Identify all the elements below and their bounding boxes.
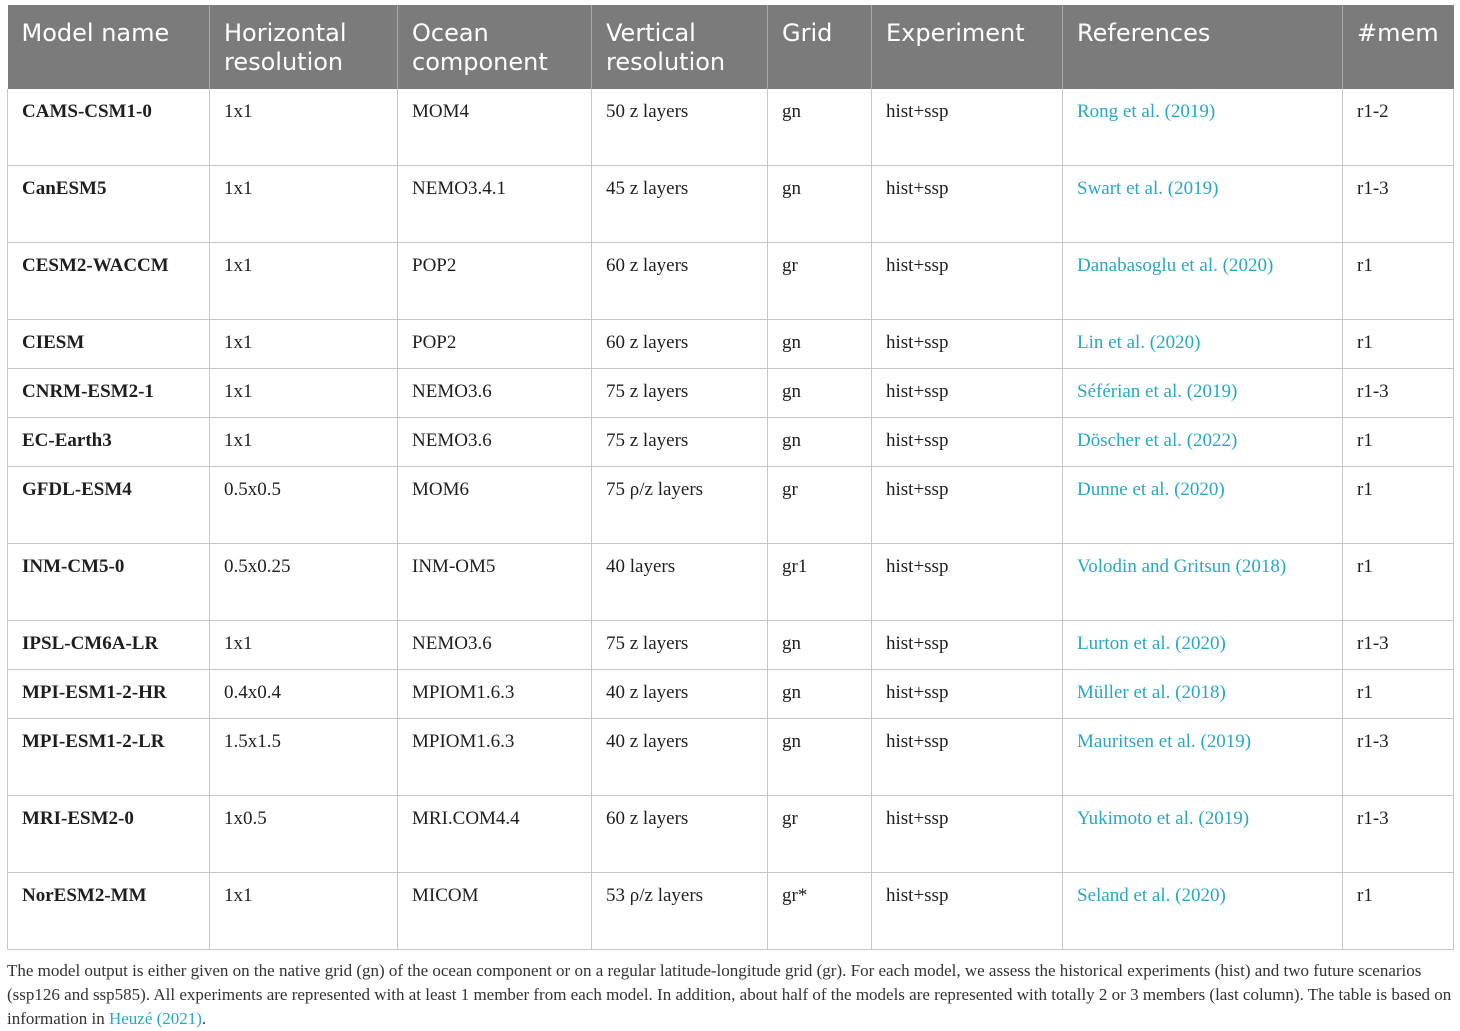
table-footnote xyxy=(7,959,1453,1031)
model-name-cell: GFDL-ESM4 xyxy=(8,467,210,544)
grid-cell: gn xyxy=(768,89,872,166)
header-row xyxy=(8,5,1454,89)
footnote-end: . xyxy=(201,1009,207,1028)
footnote-text: The model output is either given on the native grid (gn) of the ocean component or on a regular latitude-longitude grid (gr). For each model, we assess the historical experiments (hist) and two future scenarios (ssp126 and ssp585). All experiments are represented with at least 1 member from each model. In addition, about half of the models are represented with totally 2 or 3 members (last column). The table is based on information in xyxy=(7,961,1452,1028)
reference-link[interactable]: Lin et al. (2020) xyxy=(1063,320,1343,369)
members-cell: r1 xyxy=(1343,670,1454,719)
ocean-component-cell: NEMO3.4.1 xyxy=(398,166,592,243)
members-cell: r1 xyxy=(1343,467,1454,544)
table-row xyxy=(8,89,1454,166)
reference-link[interactable]: Rong et al. (2019) xyxy=(1063,89,1343,166)
grid-cell: gn xyxy=(768,621,872,670)
footnote-citation-link[interactable]: Heuzé (2021) xyxy=(108,1009,202,1028)
grid-cell: gr1 xyxy=(768,544,872,621)
grid-cell: gr* xyxy=(768,873,872,950)
table-container xyxy=(7,5,1453,950)
vertical-resolution-cell: 75 z layers xyxy=(592,369,768,418)
header-members: #mem xyxy=(1343,5,1454,89)
members-cell: r1 xyxy=(1343,873,1454,950)
members-cell: r1 xyxy=(1343,418,1454,467)
grid-cell: gr xyxy=(768,796,872,873)
table-row xyxy=(8,719,1454,796)
model-name-cell: NorESM2-MM xyxy=(8,873,210,950)
experiment-cell: hist+ssp xyxy=(872,467,1063,544)
table-row xyxy=(8,320,1454,369)
members-cell: r1-3 xyxy=(1343,621,1454,670)
vertical-resolution-cell: 75 z layers xyxy=(592,621,768,670)
horizontal-resolution-cell: 1x1 xyxy=(210,89,398,166)
model-name-cell: EC-Earth3 xyxy=(8,418,210,467)
model-name-cell: CIESM xyxy=(8,320,210,369)
vertical-resolution-cell: 75 z layers xyxy=(592,418,768,467)
header-experiment: Experiment xyxy=(872,5,1063,89)
vertical-resolution-cell: 53 ρ/z layers xyxy=(592,873,768,950)
model-name-cell: CNRM-ESM2-1 xyxy=(8,369,210,418)
model-name-cell: CAMS-CSM1-0 xyxy=(8,89,210,166)
reference-link[interactable]: Döscher et al. (2022) xyxy=(1063,418,1343,467)
horizontal-resolution-cell: 1x1 xyxy=(210,320,398,369)
horizontal-resolution-cell: 0.4x0.4 xyxy=(210,670,398,719)
ocean-component-cell: MPIOM1.6.3 xyxy=(398,670,592,719)
experiment-cell: hist+ssp xyxy=(872,796,1063,873)
vertical-resolution-cell: 75 ρ/z layers xyxy=(592,467,768,544)
table-row xyxy=(8,544,1454,621)
experiment-cell: hist+ssp xyxy=(872,89,1063,166)
ocean-component-cell: MRI.COM4.4 xyxy=(398,796,592,873)
model-name-cell: MRI-ESM2-0 xyxy=(8,796,210,873)
model-table xyxy=(7,5,1454,950)
table-row xyxy=(8,166,1454,243)
model-name-cell: INM-CM5-0 xyxy=(8,544,210,621)
horizontal-resolution-cell: 0.5x0.5 xyxy=(210,467,398,544)
table-row xyxy=(8,418,1454,467)
table-row xyxy=(8,243,1454,320)
vertical-resolution-cell: 60 z layers xyxy=(592,320,768,369)
ocean-component-cell: NEMO3.6 xyxy=(398,369,592,418)
members-cell: r1-2 xyxy=(1343,89,1454,166)
table-row xyxy=(8,369,1454,418)
experiment-cell: hist+ssp xyxy=(872,719,1063,796)
ocean-component-cell: POP2 xyxy=(398,320,592,369)
model-name-cell: MPI-ESM1-2-LR xyxy=(8,719,210,796)
grid-cell: gr xyxy=(768,467,872,544)
reference-link[interactable]: Yukimoto et al. (2019) xyxy=(1063,796,1343,873)
members-cell: r1 xyxy=(1343,243,1454,320)
horizontal-resolution-cell: 0.5x0.25 xyxy=(210,544,398,621)
ocean-component-cell: MOM4 xyxy=(398,89,592,166)
ocean-component-cell: INM-OM5 xyxy=(398,544,592,621)
experiment-cell: hist+ssp xyxy=(872,166,1063,243)
ocean-component-cell: MPIOM1.6.3 xyxy=(398,719,592,796)
vertical-resolution-cell: 40 z layers xyxy=(592,670,768,719)
horizontal-resolution-cell: 1x0.5 xyxy=(210,796,398,873)
model-name-cell: CanESM5 xyxy=(8,166,210,243)
experiment-cell: hist+ssp xyxy=(872,243,1063,320)
horizontal-resolution-cell: 1x1 xyxy=(210,369,398,418)
horizontal-resolution-cell: 1x1 xyxy=(210,243,398,320)
members-cell: r1 xyxy=(1343,320,1454,369)
header-grid: Grid xyxy=(768,5,872,89)
model-name-cell: IPSL-CM6A-LR xyxy=(8,621,210,670)
horizontal-resolution-cell: 1x1 xyxy=(210,621,398,670)
header-vertical-resolution: Vertical resolution xyxy=(592,5,768,89)
members-cell: r1-3 xyxy=(1343,719,1454,796)
vertical-resolution-cell: 60 z layers xyxy=(592,796,768,873)
vertical-resolution-cell: 40 layers xyxy=(592,544,768,621)
experiment-cell: hist+ssp xyxy=(872,873,1063,950)
grid-cell: gn xyxy=(768,719,872,796)
reference-link[interactable]: Mauritsen et al. (2019) xyxy=(1063,719,1343,796)
experiment-cell: hist+ssp xyxy=(872,418,1063,467)
ocean-component-cell: MOM6 xyxy=(398,467,592,544)
header-ocean-component: Ocean component xyxy=(398,5,592,89)
model-name-cell: CESM2-WACCM xyxy=(8,243,210,320)
vertical-resolution-cell: 50 z layers xyxy=(592,89,768,166)
header-horizontal-resolution: Horizontal resolution xyxy=(210,5,398,89)
header-model-name: Model name xyxy=(8,5,210,89)
members-cell: r1 xyxy=(1343,544,1454,621)
grid-cell: gn xyxy=(768,670,872,719)
vertical-resolution-cell: 40 z layers xyxy=(592,719,768,796)
ocean-component-cell: POP2 xyxy=(398,243,592,320)
members-cell: r1-3 xyxy=(1343,369,1454,418)
ocean-component-cell: NEMO3.6 xyxy=(398,418,592,467)
table-row xyxy=(8,796,1454,873)
horizontal-resolution-cell: 1x1 xyxy=(210,166,398,243)
experiment-cell: hist+ssp xyxy=(872,621,1063,670)
table-row xyxy=(8,621,1454,670)
grid-cell: gn xyxy=(768,166,872,243)
model-name-cell: MPI-ESM1-2-HR xyxy=(8,670,210,719)
reference-link[interactable]: Danabasoglu et al. (2020) xyxy=(1063,243,1343,320)
experiment-cell: hist+ssp xyxy=(872,544,1063,621)
vertical-resolution-cell: 60 z layers xyxy=(592,243,768,320)
grid-cell: gn xyxy=(768,418,872,467)
table-row xyxy=(8,670,1454,719)
header-references: References xyxy=(1063,5,1343,89)
grid-cell: gr xyxy=(768,243,872,320)
reference-link[interactable]: Swart et al. (2019) xyxy=(1063,166,1343,243)
grid-cell: gn xyxy=(768,369,872,418)
table-row xyxy=(8,467,1454,544)
ocean-component-cell: NEMO3.6 xyxy=(398,621,592,670)
reference-link[interactable]: Seland et al. (2020) xyxy=(1063,873,1343,950)
reference-link[interactable]: Lurton et al. (2020) xyxy=(1063,621,1343,670)
experiment-cell: hist+ssp xyxy=(872,369,1063,418)
horizontal-resolution-cell: 1.5x1.5 xyxy=(210,719,398,796)
grid-cell: gn xyxy=(768,320,872,369)
vertical-resolution-cell: 45 z layers xyxy=(592,166,768,243)
members-cell: r1-3 xyxy=(1343,796,1454,873)
reference-link[interactable]: Müller et al. (2018) xyxy=(1063,670,1343,719)
reference-link[interactable]: Séférian et al. (2019) xyxy=(1063,369,1343,418)
horizontal-resolution-cell: 1x1 xyxy=(210,418,398,467)
experiment-cell: hist+ssp xyxy=(872,670,1063,719)
reference-link[interactable]: Dunne et al. (2020) xyxy=(1063,467,1343,544)
horizontal-resolution-cell: 1x1 xyxy=(210,873,398,950)
reference-link[interactable]: Volodin and Gritsun (2018) xyxy=(1063,544,1343,621)
experiment-cell: hist+ssp xyxy=(872,320,1063,369)
ocean-component-cell: MICOM xyxy=(398,873,592,950)
members-cell: r1-3 xyxy=(1343,166,1454,243)
table-row xyxy=(8,873,1454,950)
